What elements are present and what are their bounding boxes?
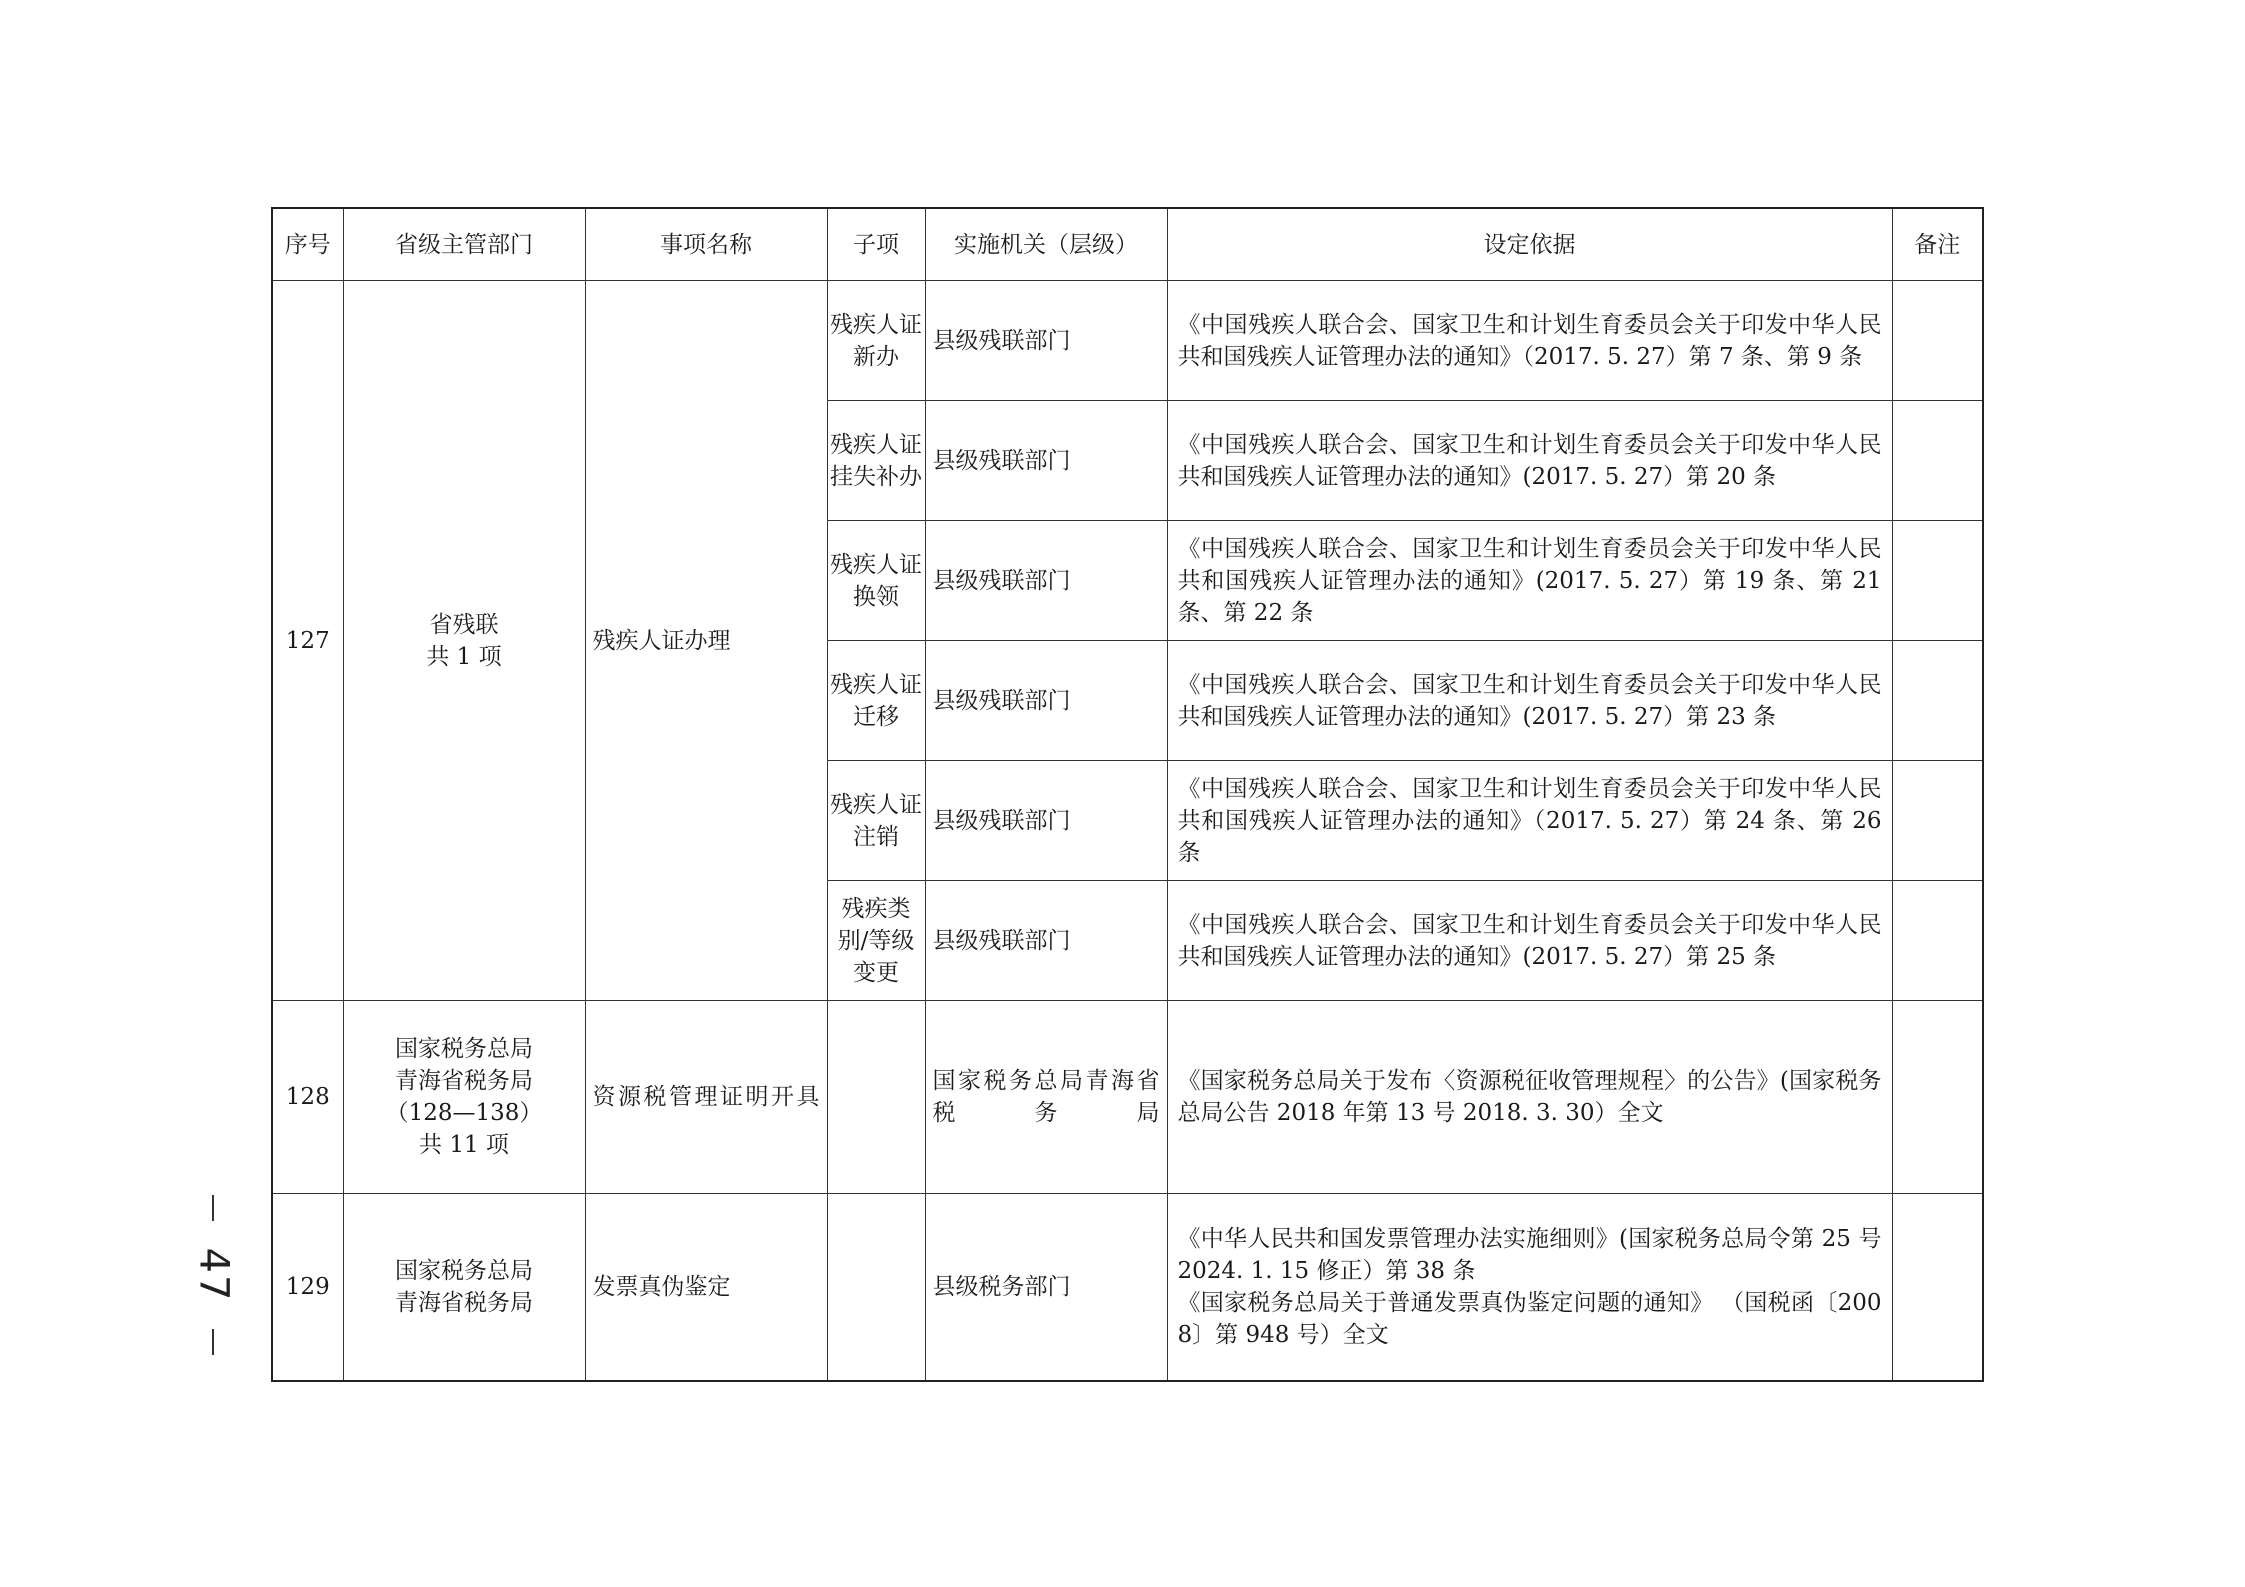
subitem-basis: 《中国残疾人联合会、国家卫生和计划生育委员会关于印发中华人民共和国残疾人证管理办法的通知》(2017. 5. 27）第 20 条	[1167, 401, 1892, 521]
header-row	[272, 208, 1983, 281]
row-item-name: 资源税管理证明开具	[585, 1001, 827, 1194]
table-row	[272, 1194, 1983, 1382]
row-seq: 128	[272, 1001, 343, 1194]
subitem-note	[1892, 401, 1983, 521]
header-org: 实施机关（层级）	[925, 208, 1167, 281]
row-basis	[1167, 1194, 1892, 1382]
row-item-name: 发票真伪鉴定	[585, 1194, 827, 1382]
header-dept: 省级主管部门	[343, 208, 585, 281]
subitem-name: 残疾人证挂失补办	[827, 401, 925, 521]
dept-line: 国家税务总局	[395, 1036, 533, 1062]
subitem-name	[827, 1194, 925, 1382]
basis-line: 《中华人民共和国发票管理办法实施细则》(国家税务总局令第 25 号 2024. 1. 15 修正）第 38 条	[1177, 1226, 1882, 1284]
dept-line: 青海省税务局	[395, 1290, 533, 1316]
table-row	[272, 281, 1983, 401]
row-dept	[343, 1194, 585, 1382]
page-number-dash	[212, 1195, 214, 1221]
dept-line: （128—138）	[385, 1100, 543, 1126]
subitem-org: 县级残联部门	[925, 281, 1167, 401]
dept-line: 省残联	[429, 611, 499, 638]
subitem-org: 县级残联部门	[925, 401, 1167, 521]
dept-line: 共 11 项	[419, 1132, 509, 1158]
subitem-name: 残疾类别/等级变更	[827, 881, 925, 1001]
row-dept	[343, 281, 585, 1001]
subitem-basis: 《中国残疾人联合会、国家卫生和计划生育委员会关于印发中华人民共和国残疾人证管理办法的通知》(2017. 5. 27）第 25 条	[1167, 881, 1892, 1001]
subitem-basis: 《中国残疾人联合会、国家卫生和计划生育委员会关于印发中华人民共和国残疾人证管理办法的通知》（2017. 5. 27）第 24 条、第 26 条	[1167, 761, 1892, 881]
row-seq: 127	[272, 281, 343, 1001]
subitem-note	[1892, 521, 1983, 641]
page-number	[188, 1195, 238, 1355]
subitem-name: 残疾人证新办	[827, 281, 925, 401]
header-item: 事项名称	[585, 208, 827, 281]
row-org: 县级税务部门	[925, 1194, 1167, 1382]
row-basis: 《国家税务总局关于发布〈资源税征收管理规程〉的公告》(国家税务总局公告 2018 年第 13 号 2018. 3. 30）全文	[1167, 1001, 1892, 1194]
dept-line: 共 1 项	[426, 643, 502, 670]
table-row	[272, 1001, 1983, 1194]
subitem-basis: 《中国残疾人联合会、国家卫生和计划生育委员会关于印发中华人民共和国残疾人证管理办法的通知》(2017. 5. 27）第 23 条	[1167, 641, 1892, 761]
subitem-name: 残疾人证迁移	[827, 641, 925, 761]
header-subitem: 子项	[827, 208, 925, 281]
row-item-name: 残疾人证办理	[585, 281, 827, 1001]
row-note	[1892, 1001, 1983, 1194]
subitem-name	[827, 1001, 925, 1194]
subitem-basis: 《中国残疾人联合会、国家卫生和计划生育委员会关于印发中华人民共和国残疾人证管理办法的通知》（2017. 5. 27）第 7 条、第 9 条	[1167, 281, 1892, 401]
basis-line: 《国家税务总局关于普通发票真伪鉴定问题的通知》 （国税函〔2008〕第 948 号）全文	[1177, 1290, 1882, 1348]
subitem-basis: 《中国残疾人联合会、国家卫生和计划生育委员会关于印发中华人民共和国残疾人证管理办法的通知》(2017. 5. 27）第 19 条、第 21 条、第 22 条	[1167, 521, 1892, 641]
row-dept	[343, 1001, 585, 1194]
subitem-name: 残疾人证换领	[827, 521, 925, 641]
subitem-org: 县级残联部门	[925, 761, 1167, 881]
subitem-org: 县级残联部门	[925, 881, 1167, 1001]
header-seq: 序号	[272, 208, 343, 281]
subitem-name: 残疾人证注销	[827, 761, 925, 881]
subitem-org: 县级残联部门	[925, 641, 1167, 761]
subitem-org: 县级残联部门	[925, 521, 1167, 641]
header-basis: 设定依据	[1167, 208, 1892, 281]
subitem-note	[1892, 881, 1983, 1001]
header-note: 备注	[1892, 208, 1983, 281]
row-seq: 129	[272, 1194, 343, 1382]
row-note	[1892, 1194, 1983, 1382]
page-number-text: 47	[190, 1247, 236, 1303]
subitem-note	[1892, 761, 1983, 881]
page-number-dash	[212, 1329, 214, 1355]
catalog-table	[271, 207, 1984, 1382]
dept-line: 青海省税务局	[395, 1068, 533, 1094]
row-org: 国家税务总局青海省税务局	[925, 1001, 1167, 1194]
subitem-note	[1892, 641, 1983, 761]
dept-line: 国家税务总局	[395, 1258, 533, 1284]
subitem-note	[1892, 281, 1983, 401]
